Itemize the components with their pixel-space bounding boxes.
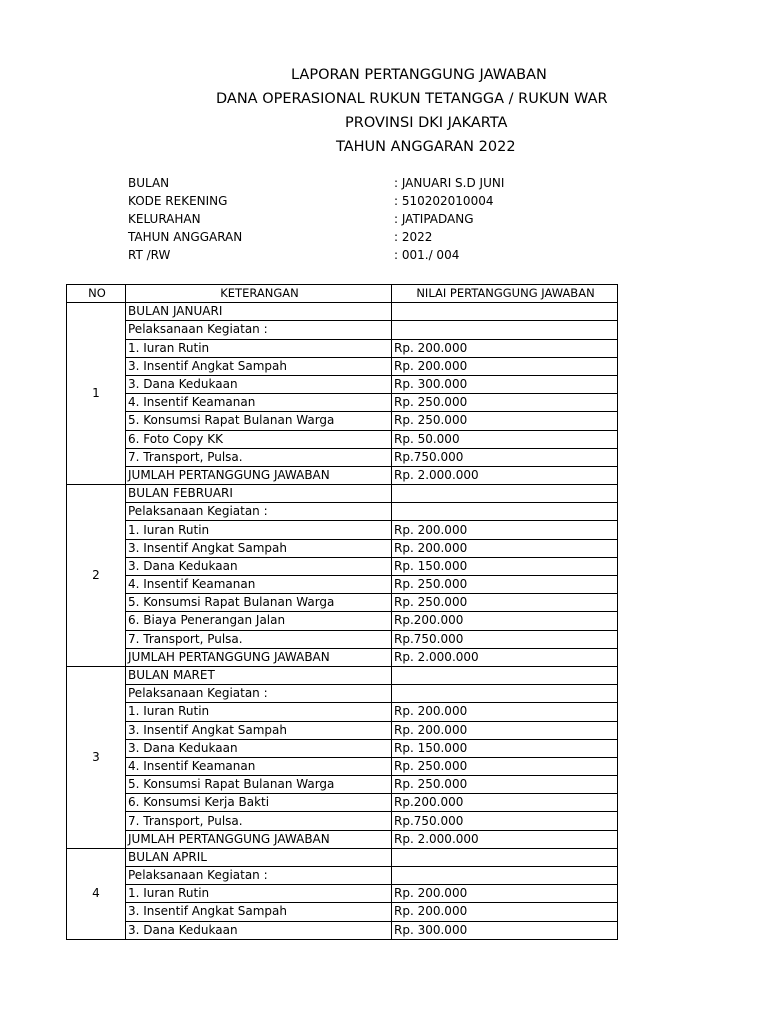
row-number: 2 (67, 485, 126, 667)
keterangan-cell: 3. Insentif Angkat Sampah (126, 357, 392, 375)
keterangan-cell: 3. Dana Kedukaan (126, 921, 392, 939)
meta-label: TAHUN ANGGARAN (128, 230, 243, 244)
keterangan-cell: 4. Insentif Keamanan (126, 757, 392, 775)
keterangan-cell: 3. Dana Kedukaan (126, 557, 392, 575)
table-row (67, 448, 618, 466)
keterangan-cell: BULAN APRIL (126, 848, 392, 866)
report-budget-year: TAHUN ANGGARAN 2022 (336, 139, 516, 155)
keterangan-cell: 6. Konsumsi Kerja Bakti (126, 794, 392, 812)
nilai-cell (392, 485, 618, 503)
keterangan-cell: 6. Biaya Penerangan Jalan (126, 612, 392, 630)
table-row (67, 794, 618, 812)
keterangan-cell: 4. Insentif Keamanan (126, 394, 392, 412)
nilai-cell: Rp. 200.000 (392, 903, 618, 921)
nilai-cell: Rp. 250.000 (392, 576, 618, 594)
keterangan-cell: 1. Iuran Rutin (126, 521, 392, 539)
table-row (67, 666, 618, 684)
nilai-cell (392, 685, 618, 703)
keterangan-cell: 3. Dana Kedukaan (126, 375, 392, 393)
meta-value: : 001./ 004 (394, 248, 460, 262)
meta-value: : JATIPADANG (394, 212, 474, 226)
keterangan-cell: 6. Foto Copy KK (126, 430, 392, 448)
table-row (67, 685, 618, 703)
keterangan-cell: 1. Iuran Rutin (126, 703, 392, 721)
table-row (67, 703, 618, 721)
table-row (67, 466, 618, 484)
table-row (67, 375, 618, 393)
table-row (67, 739, 618, 757)
table-row (67, 521, 618, 539)
keterangan-cell: 3. Insentif Angkat Sampah (126, 539, 392, 557)
table-row (67, 776, 618, 794)
nilai-cell: Rp. 200.000 (392, 339, 618, 357)
report-title: LAPORAN PERTANGGUNG JAWABAN (291, 67, 547, 83)
nilai-cell: Rp.750.000 (392, 812, 618, 830)
nilai-cell (392, 321, 618, 339)
nilai-cell: Rp. 250.000 (392, 757, 618, 775)
table-row (67, 303, 618, 321)
table-row (67, 485, 618, 503)
table-row (67, 503, 618, 521)
keterangan-cell: BULAN JANUARI (126, 303, 392, 321)
table-row (67, 848, 618, 866)
nilai-cell: Rp. 200.000 (392, 521, 618, 539)
nilai-cell (392, 503, 618, 521)
report-subtitle: DANA OPERASIONAL RUKUN TETANGGA / RUKUN WAR (216, 91, 608, 107)
keterangan-cell: Pelaksanaan Kegiatan : (126, 321, 392, 339)
report-table (66, 284, 618, 940)
nilai-cell: Rp. 150.000 (392, 739, 618, 757)
keterangan-cell: 5. Konsumsi Rapat Bulanan Warga (126, 412, 392, 430)
nilai-cell: Rp. 50.000 (392, 430, 618, 448)
table-row (67, 612, 618, 630)
nilai-cell (392, 303, 618, 321)
table-row (67, 648, 618, 666)
keterangan-cell: 5. Konsumsi Rapat Bulanan Warga (126, 594, 392, 612)
nilai-cell: Rp.200.000 (392, 794, 618, 812)
table-row (67, 321, 618, 339)
keterangan-cell: Pelaksanaan Kegiatan : (126, 685, 392, 703)
keterangan-cell: 5. Konsumsi Rapat Bulanan Warga (126, 776, 392, 794)
meta-value: : JANUARI S.D JUNI (394, 176, 505, 190)
table-row (67, 339, 618, 357)
keterangan-cell: 3. Dana Kedukaan (126, 739, 392, 757)
nilai-cell: Rp. 200.000 (392, 357, 618, 375)
nilai-cell: Rp. 250.000 (392, 412, 618, 430)
nilai-cell: Rp. 200.000 (392, 885, 618, 903)
keterangan-cell: Pelaksanaan Kegiatan : (126, 503, 392, 521)
header-no: NO (67, 285, 126, 303)
header-keterangan: KETERANGAN (126, 285, 392, 303)
meta-label: RT /RW (128, 248, 171, 262)
table-row (67, 394, 618, 412)
table-row (67, 921, 618, 939)
nilai-cell (392, 848, 618, 866)
nilai-cell: Rp. 250.000 (392, 394, 618, 412)
meta-label: KODE REKENING (128, 194, 228, 208)
keterangan-cell: 1. Iuran Rutin (126, 339, 392, 357)
table-row (67, 412, 618, 430)
nilai-cell: Rp. 200.000 (392, 703, 618, 721)
table-row (67, 576, 618, 594)
keterangan-cell: JUMLAH PERTANGGUNG JAWABAN (126, 648, 392, 666)
table-body (67, 303, 618, 940)
table-row (67, 357, 618, 375)
nilai-cell: Rp. 300.000 (392, 375, 618, 393)
keterangan-cell: 4. Insentif Keamanan (126, 576, 392, 594)
table-row (67, 430, 618, 448)
nilai-cell: Rp. 300.000 (392, 921, 618, 939)
table-row (67, 903, 618, 921)
table-row (67, 867, 618, 885)
keterangan-cell: BULAN MARET (126, 666, 392, 684)
nilai-cell: Rp. 200.000 (392, 721, 618, 739)
table-row (67, 757, 618, 775)
keterangan-cell: JUMLAH PERTANGGUNG JAWABAN (126, 466, 392, 484)
meta-value: : 510202010004 (394, 194, 494, 208)
nilai-cell: Rp.750.000 (392, 630, 618, 648)
table-row (67, 830, 618, 848)
nilai-cell: Rp.200.000 (392, 612, 618, 630)
report-province: PROVINSI DKI JAKARTA (345, 115, 508, 131)
keterangan-cell: BULAN FEBRUARI (126, 485, 392, 503)
table-row (67, 812, 618, 830)
nilai-cell (392, 666, 618, 684)
keterangan-cell: 3. Insentif Angkat Sampah (126, 721, 392, 739)
nilai-cell (392, 867, 618, 885)
table-row (67, 557, 618, 575)
table-row (67, 721, 618, 739)
nilai-cell: Rp. 150.000 (392, 557, 618, 575)
keterangan-cell: 7. Transport, Pulsa. (126, 630, 392, 648)
meta-label: BULAN (128, 176, 170, 190)
meta-value: : 2022 (394, 230, 433, 244)
keterangan-cell: 1. Iuran Rutin (126, 885, 392, 903)
table-row (67, 630, 618, 648)
row-number: 3 (67, 666, 126, 848)
keterangan-cell: Pelaksanaan Kegiatan : (126, 867, 392, 885)
row-number: 4 (67, 848, 126, 939)
nilai-cell: Rp. 2.000.000 (392, 466, 618, 484)
table-header-row (67, 285, 618, 303)
nilai-cell: Rp.750.000 (392, 448, 618, 466)
keterangan-cell: 3. Insentif Angkat Sampah (126, 903, 392, 921)
nilai-cell: Rp. 2.000.000 (392, 648, 618, 666)
nilai-cell: Rp. 250.000 (392, 594, 618, 612)
table-row (67, 594, 618, 612)
keterangan-cell: 7. Transport, Pulsa. (126, 448, 392, 466)
nilai-cell: Rp. 2.000.000 (392, 830, 618, 848)
table-row (67, 539, 618, 557)
nilai-cell: Rp. 250.000 (392, 776, 618, 794)
row-number: 1 (67, 303, 126, 485)
meta-label: KELURAHAN (128, 212, 201, 226)
keterangan-cell: JUMLAH PERTANGGUNG JAWABAN (126, 830, 392, 848)
nilai-cell: Rp. 200.000 (392, 539, 618, 557)
header-nilai: NILAI PERTANGGUNG JAWABAN (392, 285, 618, 303)
keterangan-cell: 7. Transport, Pulsa. (126, 812, 392, 830)
table-row (67, 885, 618, 903)
